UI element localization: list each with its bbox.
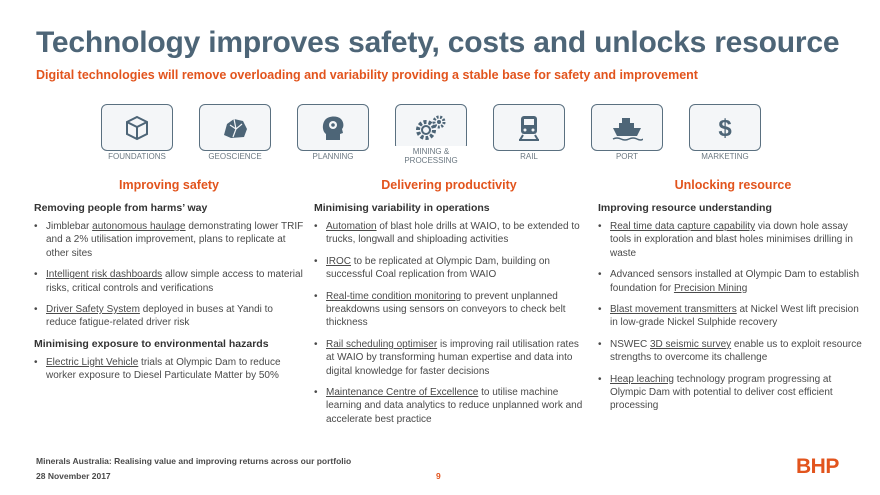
value-chain-label: MARKETING [675, 151, 775, 162]
list-item: • Heap leaching technology program progressing at Olympic Dam with potential to deliver cost efficient processing [598, 373, 868, 413]
column-heading: Delivering productivity [381, 178, 517, 192]
value-chain-node-mining-processing [391, 104, 471, 172]
column-heading: Improving safety [118, 178, 220, 192]
value-chain-label: MINING & PROCESSING [381, 146, 481, 165]
link[interactable]: Electric Light Vehicle [46, 356, 139, 368]
list-item: • IROC to be replicated at Olympic Dam, building on successful Coal replication from WAIO [314, 255, 584, 282]
value-chain-node-geoscience [195, 104, 275, 172]
bhp-logo: BHP [796, 455, 839, 478]
list-item: • Maintenance Centre of Excellence to utilise machine learning and data analytics to reduce unplanned work and accelerate best practice [314, 386, 584, 426]
link[interactable]: Driver Safety System [46, 304, 140, 316]
list-item: • Blast movement transmitters at Nickel West lift precision in low-grade Nickel Sulphide recovery [598, 303, 868, 330]
link[interactable]: Intelligent risk dashboards [46, 269, 163, 281]
link[interactable]: Real time data capture capability [610, 221, 756, 232]
list-item: • Real-time condition monitoring to prevent unplanned breakdowns using sensors on conveyors to check belt thickness [314, 290, 584, 330]
value-chain-node-planning [293, 104, 373, 172]
svg-text:$: $ [718, 114, 732, 142]
value-chain-label: PORT [577, 151, 677, 162]
link[interactable]: Precision Mining [673, 282, 748, 294]
column-resource [598, 178, 868, 421]
link[interactable]: Real-time condition monitoring [326, 290, 462, 302]
group-title: Improving resource understanding [598, 202, 772, 214]
link[interactable]: Heap leaching [610, 373, 674, 385]
value-chain-node-marketing [685, 104, 765, 172]
head-gear-icon [320, 114, 346, 142]
value-chain-label: PLANNING [283, 151, 383, 162]
group-title: Minimising variability in operations [314, 202, 490, 214]
list-item: • Driver Safety System deployed in buses at Yandi to reduce fatigue-related driver risk [34, 303, 304, 330]
link[interactable]: Maintenance Centre of Excellence [326, 387, 479, 399]
value-chain-node-port [587, 104, 667, 172]
column-heading: Unlocking resource [674, 178, 792, 192]
column-productivity [314, 178, 584, 434]
list-item: • Automation of blast hole drills at WAIO, to be extended to trucks, longwall and shiploading activities [314, 220, 584, 247]
list-item: • NSWEC 3D seismic survey enable us to exploit resource strengths to overcome its challenge [598, 338, 868, 365]
value-chain-node-foundations [97, 104, 177, 172]
rock-icon [220, 115, 250, 141]
list-item: • Electric Light Vehicle trials at Olympic Dam to reduce worker exposure to Diesel Particulate Matter by 50% [34, 356, 304, 383]
value-chain-label: RAIL [479, 151, 579, 162]
value-chain-label: GEOSCIENCE [185, 151, 285, 162]
value-chain-node-rail [489, 104, 569, 172]
list-item: • Rail scheduling optimiser is improving rail utilisation rates at WAIO by transforming human expertise and data into digital knowledge for faster decisions [314, 338, 584, 378]
page-subtitle: Digital technologies will remove overloading and variability providing a stable base for safety and improvement [36, 68, 698, 82]
link[interactable]: Rail scheduling optimiser [326, 338, 438, 350]
cube-icon [124, 115, 150, 141]
link[interactable]: autonomous haulage [92, 221, 186, 232]
train-icon [517, 114, 541, 142]
value-chain [97, 104, 765, 172]
link[interactable]: IROC [326, 255, 351, 267]
link[interactable]: Automation [326, 221, 377, 232]
column-safety [34, 178, 304, 391]
group-title: Minimising exposure to environmental hazards [34, 337, 269, 350]
list-item: • Intelligent risk dashboards allow simple access to material risks, critical controls and verifications [34, 268, 304, 295]
list-item: • Jimblebar autonomous haulage demonstrating lower TRIF and a 2% utilisation improvement, plans to replicate at other sites [34, 220, 304, 260]
link[interactable]: Blast movement transmitters [610, 304, 737, 316]
list-item: • Real time data capture capability via down hole assay tools in exploration and blast holes minimises drilling in waste [598, 220, 868, 260]
link[interactable]: 3D seismic survey [650, 338, 732, 350]
dollar-icon [715, 114, 735, 142]
value-chain-label: FOUNDATIONS [87, 151, 187, 162]
footer-date: 28 November 2017 [36, 471, 111, 481]
ship-icon [611, 115, 643, 141]
page-number: 9 [436, 471, 441, 481]
footer-title: Minerals Australia: Realising value and improving returns across our portfolio [36, 456, 352, 466]
list-item: • Advanced sensors installed at Olympic Dam to establish foundation for Precision Mining [598, 268, 868, 295]
gears-icon [414, 114, 448, 142]
page-title: Technology improves safety, costs and unlocks resource [36, 26, 840, 59]
group-title: Removing people from harms’ way [34, 202, 208, 214]
